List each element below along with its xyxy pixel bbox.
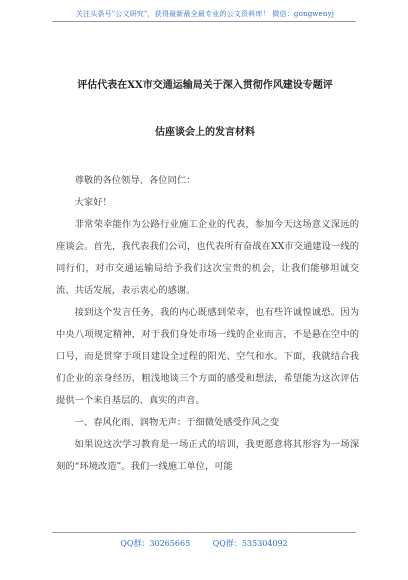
section-heading: 一、春风化雨、润物无声：于细微处感受作风之变 — [74, 417, 280, 428]
body-paragraph: 如果说这次学习教育是一场正式的培训，我更愿意将其形容为一场深刻的“环境改造”。我们一线施工单位，可能 — [56, 439, 359, 472]
footer-qq-group-1: QQ群：30265665 — [120, 539, 191, 548]
greeting: 大家好！ — [74, 197, 112, 208]
footer-divider — [52, 532, 356, 533]
document-body — [56, 170, 359, 478]
document-title-line-2: 估座谈会上的发言材料 — [155, 127, 255, 138]
salutation: 尊敬的各位领导、各位同仁： — [74, 175, 196, 186]
body-paragraph: 非常荣幸能作为公路行业施工企业的代表，参加今天这场意义深远的座谈会。首先，我代表我们公司，也代表所有奋战在XX市交通建设一线的同行们，对市交通运输局给予我们这次宝贵的机会，让我们能够坦诚交流、共话发展，表示衷心的感谢。 — [56, 219, 359, 296]
header-divider — [52, 21, 356, 22]
footer-qq-group-2: QQ群：535304092 — [212, 539, 288, 548]
footer — [0, 538, 408, 549]
body-paragraph: 接到这个发言任务，我的内心既感到荣幸，也有些许诚惶诚恐。因为中央八项规定精神，对于我们身处市场一线的企业而言，不是悬在空中的口号，而是贯穿于项目建设全过程的阳光、空气和水。下面，我就结合我们企业的亲身经历，粗浅地谈三个方面的感受和想法，希望能为这次评估提供一个来自基层的、真实的声音。 — [56, 307, 359, 406]
document-title-line-1: 评估代表在XX市交通运输局关于深入贯彻作风建设专题评 — [77, 80, 333, 91]
header-banner: 关注头条号"公文研究"，获得最新最全最专业的公文资料库！ 微信：gongwenyj — [75, 10, 335, 18]
